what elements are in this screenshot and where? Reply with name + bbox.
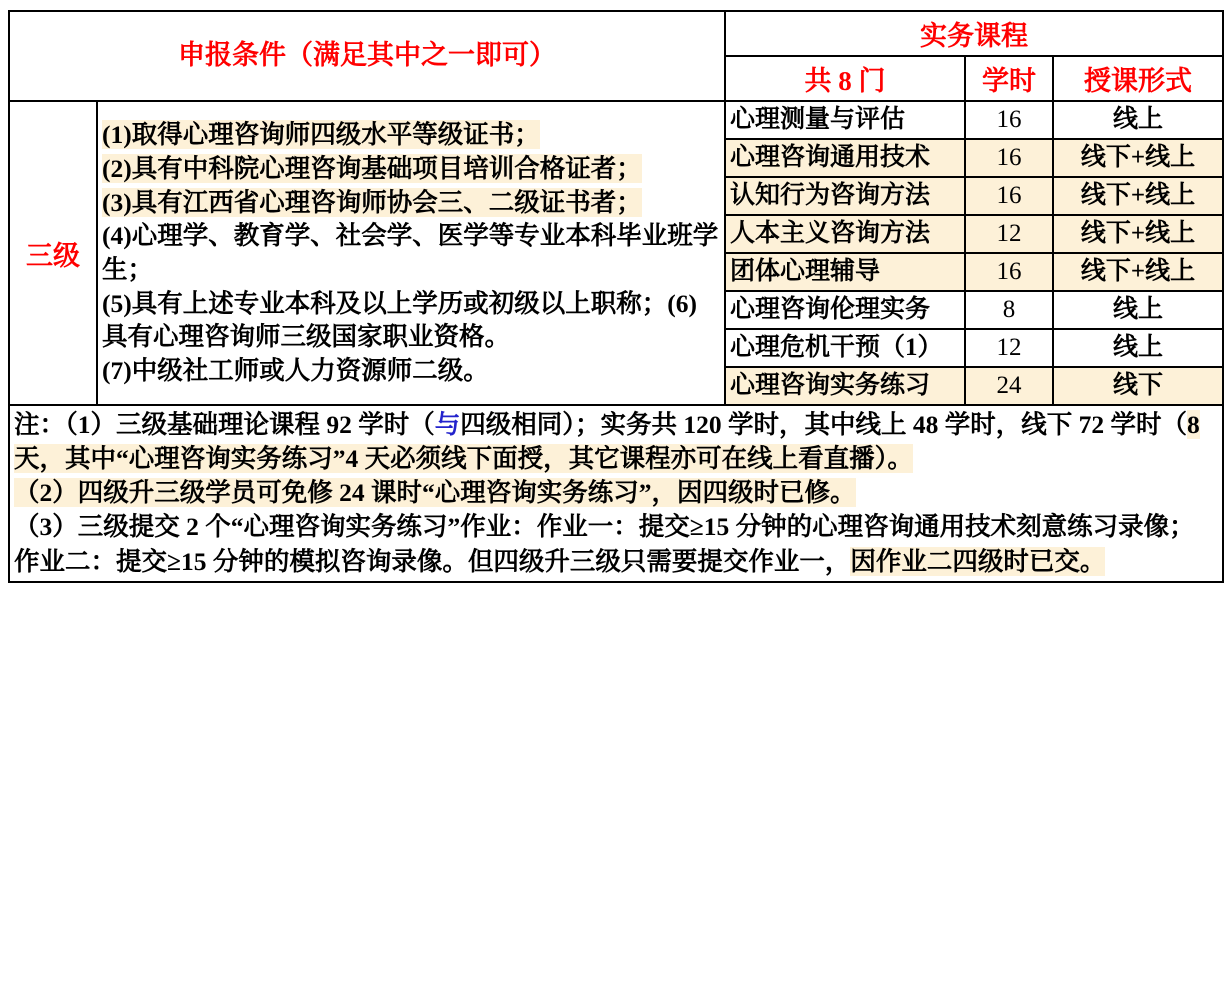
course-hours: 12 xyxy=(965,215,1053,253)
course-hours: 16 xyxy=(965,177,1053,215)
condition-item: (1)取得心理咨询师四级水平等级证书； xyxy=(102,120,540,150)
table-header-row-1 xyxy=(9,11,1223,56)
course-name: 心理测量与评估 xyxy=(725,101,965,139)
note-item-3: （3）三级提交 2 个“心理咨询实务练习”作业：作业一：提交≥15 分钟的心理咨询通用技术刻意练习录像；作业二：提交≥15 分钟的模拟咨询录像。但四级升三级只需要提交作业一，因作业二四级时已交。 xyxy=(14,512,1195,576)
course-form: 线下+线上 xyxy=(1053,139,1223,177)
course-hours: 24 xyxy=(965,367,1053,405)
course-name: 心理咨询伦理实务 xyxy=(725,291,965,329)
course-form: 线上 xyxy=(1053,291,1223,329)
course-hours: 16 xyxy=(965,101,1053,139)
course-form: 线上 xyxy=(1053,101,1223,139)
course-hours: 8 xyxy=(965,291,1053,329)
notes-cell xyxy=(9,405,1223,582)
course-hours: 12 xyxy=(965,329,1053,367)
level-cell: 三级 xyxy=(9,101,97,405)
course-form: 线下 xyxy=(1053,367,1223,405)
conditions-header: 申报条件（满足其中之一即可） xyxy=(9,11,725,101)
condition-item: (3)具有江西省心理咨询师协会三、二级证书者； xyxy=(102,187,642,217)
course-form: 线下+线上 xyxy=(1053,215,1223,253)
course-form: 线上 xyxy=(1053,329,1223,367)
note-item-1: 注：（1）三级基础理论课程 92 学时（与四级相同）；实务共 120 学时，其中线上 48 学时，线下 72 学时（8 天，其中“心理咨询实务练习”4 天必须线下面授，其它课程亦可在线上看直播）。 xyxy=(14,410,1200,474)
course-count-header: 共 8 门 xyxy=(725,56,965,101)
course-hours: 16 xyxy=(965,139,1053,177)
course-form: 线下+线上 xyxy=(1053,177,1223,215)
condition-item: (7)中级社工师或人力资源师二级。 xyxy=(102,355,489,385)
condition-item: (5)具有上述专业本科及以上学历或初级以上职称；(6)具有心理咨询师三级国家职业资格。 xyxy=(102,288,697,352)
course-name: 心理咨询通用技术 xyxy=(725,139,965,177)
course-name: 人本主义咨询方法 xyxy=(725,215,965,253)
course-name: 认知行为咨询方法 xyxy=(725,177,965,215)
practice-course-header: 实务课程 xyxy=(725,11,1223,56)
form-header: 授课形式 xyxy=(1053,56,1223,101)
condition-item: (4)心理学、教育学、社会学、医学等专业本科毕业班学生； xyxy=(102,221,719,284)
note-item-2: （2）四级升三级学员可免修 24 课时“心理咨询实务练习”，因四级时已修。 xyxy=(14,478,856,508)
hours-header: 学时 xyxy=(965,56,1053,101)
course-hours: 16 xyxy=(965,253,1053,291)
course-form: 线下+线上 xyxy=(1053,253,1223,291)
condition-item: (2)具有中科院心理咨询基础项目培训合格证者； xyxy=(102,154,642,184)
requirements-table xyxy=(8,10,1224,583)
course-name: 心理咨询实务练习 xyxy=(725,367,965,405)
table-row xyxy=(9,101,1223,139)
course-name: 团体心理辅导 xyxy=(725,253,965,291)
course-name: 心理危机干预（1） xyxy=(725,329,965,367)
notes-row xyxy=(9,405,1223,582)
conditions-cell xyxy=(97,101,725,405)
